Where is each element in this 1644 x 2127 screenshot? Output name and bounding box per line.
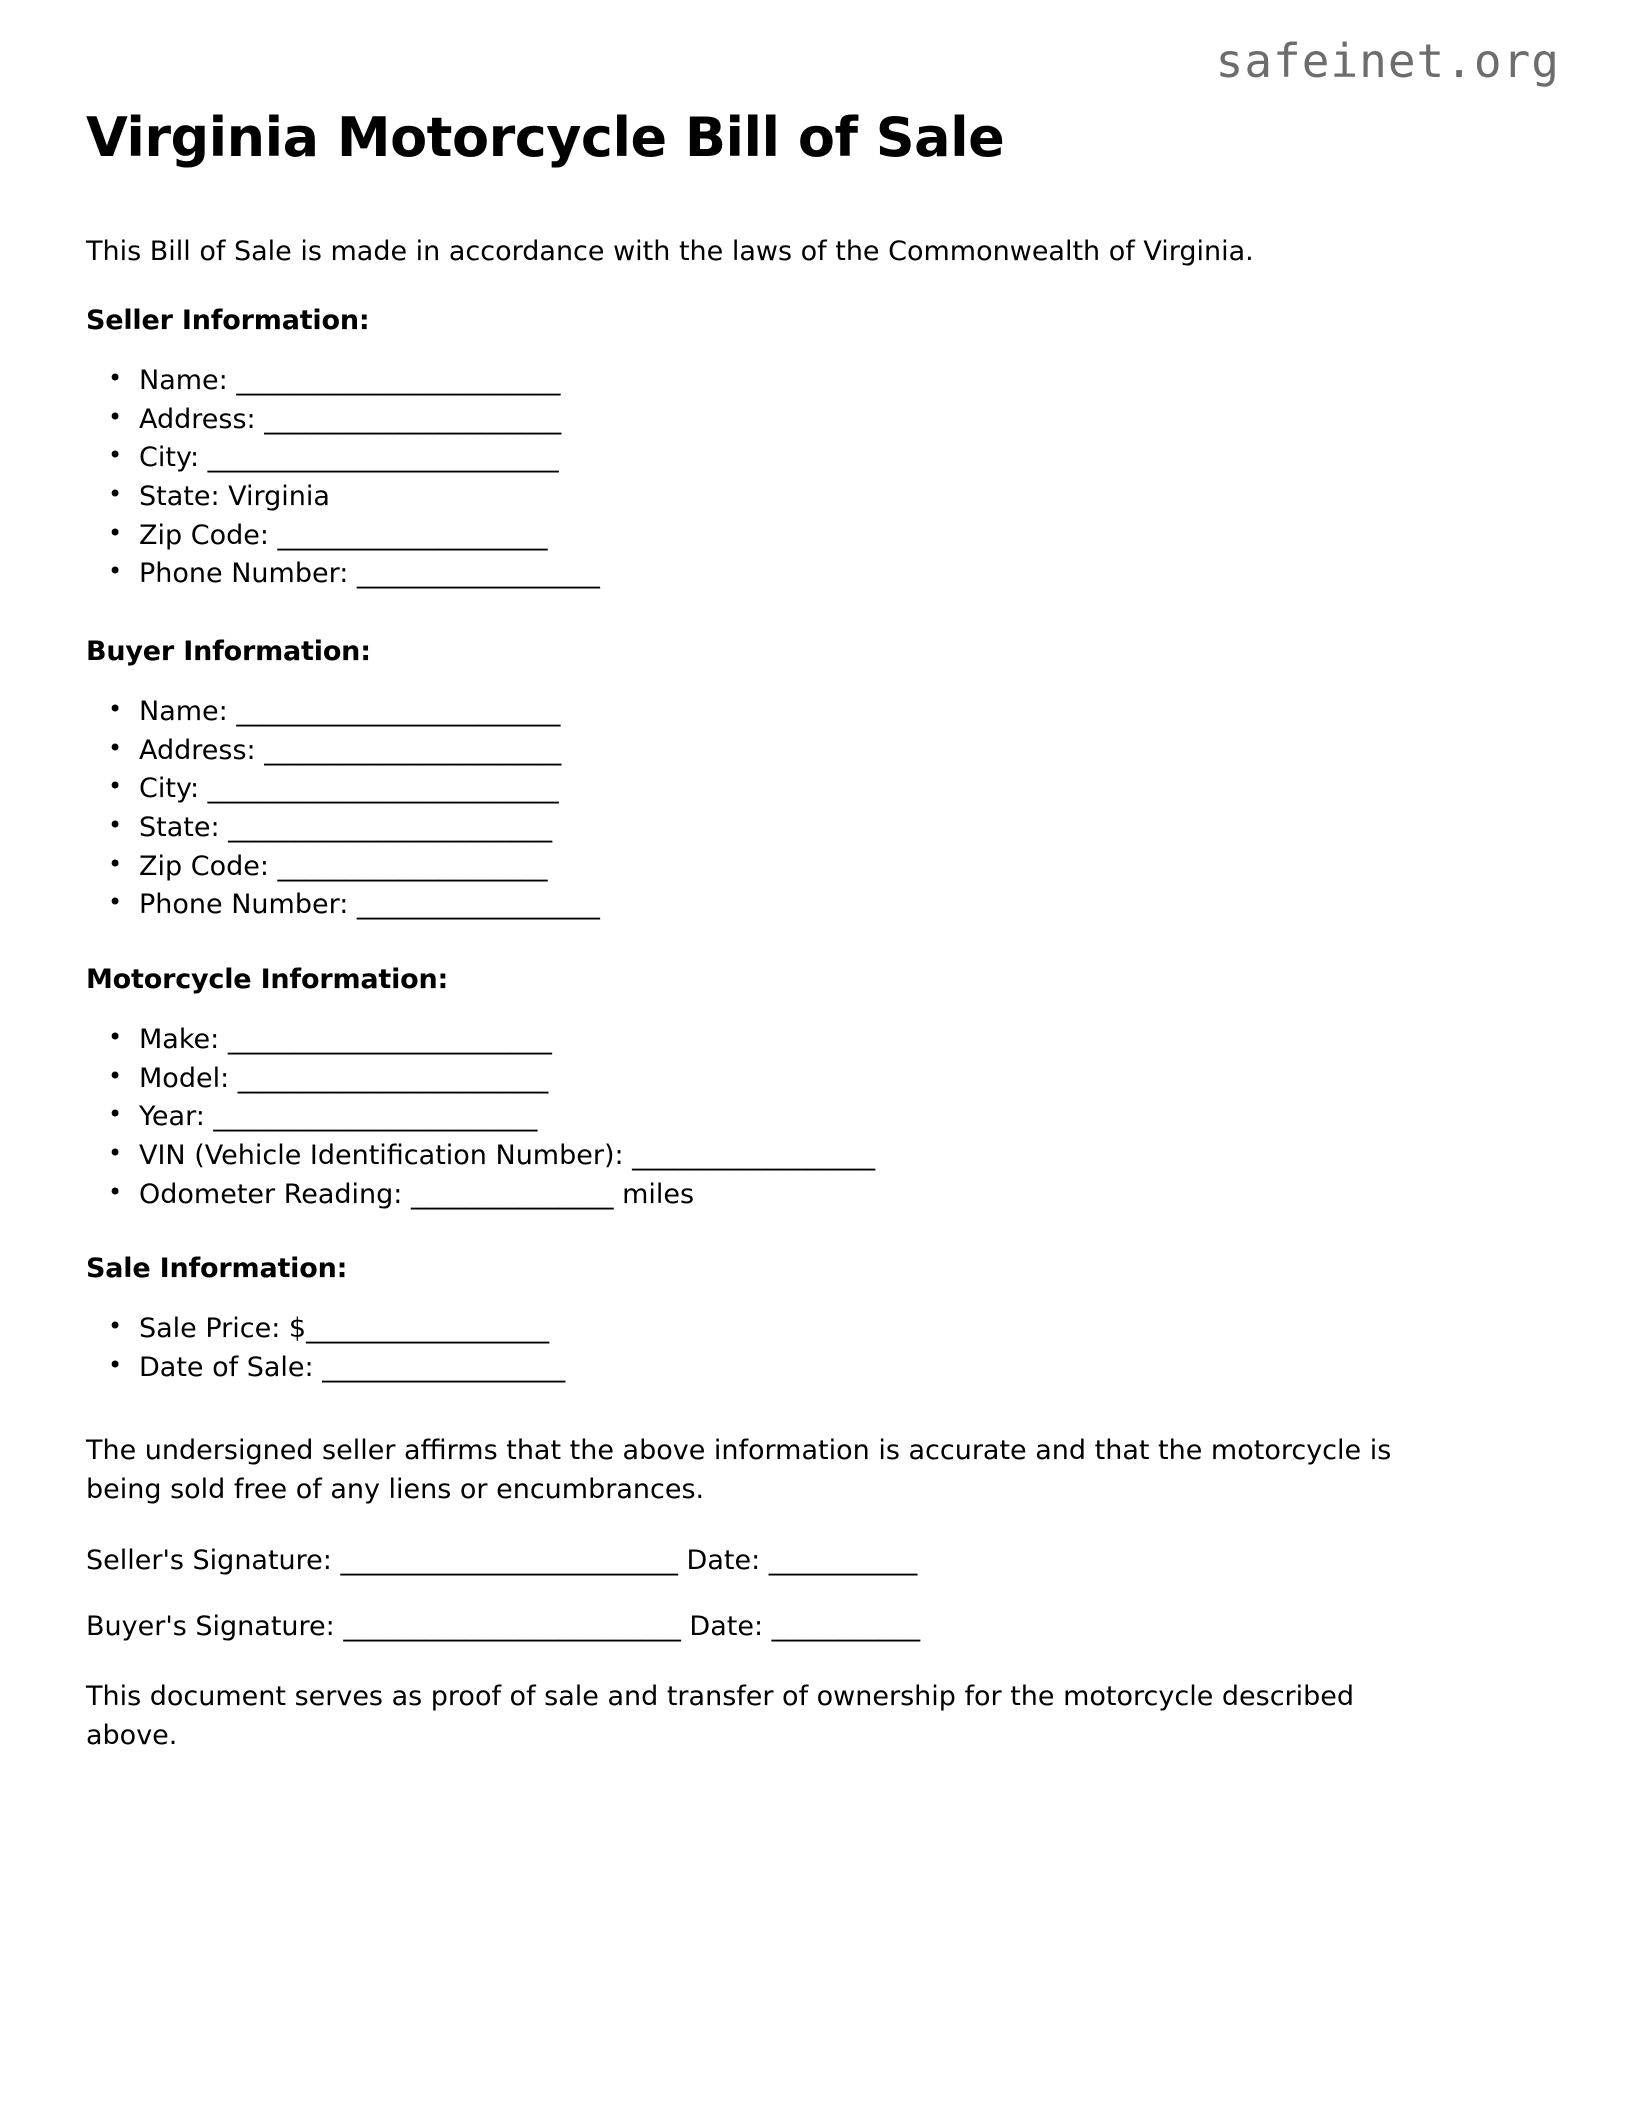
list-item (86, 809, 1526, 848)
list-item (86, 1349, 1526, 1388)
field-label-buyer-state: State: (139, 811, 220, 843)
field-blank-seller-address[interactable]: ______________________ (255, 403, 562, 435)
page-title: Virginia Motorcycle Bill of Sale (86, 106, 1005, 169)
field-blank-date-of-sale[interactable]: __________________ (313, 1351, 566, 1383)
field-blank-seller-zip[interactable]: ____________________ (268, 519, 548, 551)
section-heading-motorcycle: Motorcycle Information: (86, 964, 449, 995)
field-blank-buyer-name[interactable]: ________________________ (227, 696, 561, 728)
list-item (86, 770, 1526, 809)
field-label-buyer-zip: Zip Code: (139, 850, 269, 882)
list-item (86, 517, 1526, 556)
list-item (86, 693, 1526, 732)
list-item (86, 1176, 1526, 1215)
list-item (86, 1137, 1526, 1176)
field-blank-buyer-state[interactable]: ________________________ (219, 811, 553, 843)
motorcycle-field-list (86, 1021, 1526, 1214)
sale-field-list (86, 1310, 1526, 1387)
field-blank-vin[interactable]: __________________ (623, 1139, 876, 1171)
field-label-buyer-name: Name: (139, 696, 228, 728)
section-heading-sale: Sale Information: (86, 1253, 348, 1284)
list-item (86, 1060, 1526, 1099)
field-blank-model[interactable]: _______________________ (229, 1062, 549, 1094)
field-label-seller-city: City: (139, 442, 200, 474)
field-blank-seller-phone[interactable]: __________________ (348, 558, 600, 590)
field-label-vin: VIN (Vehicle Identification Number): (139, 1139, 624, 1171)
buyer-field-list (86, 693, 1526, 925)
section-seller-information (86, 303, 1526, 594)
field-blank-seller-name[interactable]: ________________________ (227, 365, 561, 397)
field-blank-odometer[interactable]: _______________ miles (402, 1178, 695, 1210)
field-blank-buyer-zip[interactable]: ____________________ (268, 850, 548, 882)
site-watermark: safeinet.org (1215, 34, 1560, 88)
field-label-date-of-sale: Date of Sale: (139, 1351, 314, 1383)
section-heading-seller: Seller Information: (86, 305, 370, 336)
field-blank-buyer-address[interactable]: ______________________ (255, 734, 562, 766)
affirmation-paragraph: The undersigned seller affirms that the above information is accurate and that the motorcycle is being sold free of any liens or encumbrances. (86, 1435, 1392, 1505)
field-label-seller-name: Name: (139, 365, 228, 397)
field-label-buyer-city: City: (139, 773, 200, 805)
list-item (86, 886, 1526, 925)
field-label-seller-address: Address: (139, 403, 256, 435)
list-item (86, 1098, 1526, 1137)
section-motorcycle-information (86, 962, 1526, 1214)
seller-signature-line[interactable]: Seller's Signature: _________________________ Date: ___________ (86, 1545, 918, 1576)
field-blank-year[interactable]: ________________________ (204, 1101, 538, 1133)
field-blank-make[interactable]: ________________________ (219, 1024, 552, 1056)
section-sale-information (86, 1251, 1526, 1387)
field-blank-seller-city[interactable]: __________________________ (199, 442, 559, 474)
list-item (86, 362, 1526, 401)
field-label-buyer-phone: Phone Number: (139, 889, 349, 921)
field-label-seller-state: State: (139, 480, 220, 512)
field-blank-buyer-phone[interactable]: __________________ (348, 889, 600, 921)
field-label-model: Model: (139, 1062, 230, 1094)
section-heading-buyer: Buyer Information: (86, 636, 371, 667)
list-item (86, 732, 1526, 771)
field-blank-buyer-city[interactable]: __________________________ (199, 773, 559, 805)
section-buyer-information (86, 634, 1526, 925)
field-label-buyer-address: Address: (139, 734, 256, 766)
list-item (86, 439, 1526, 478)
field-label-sale-price: Sale Price: $ (139, 1313, 307, 1345)
field-label-year: Year: (139, 1101, 205, 1133)
intro-paragraph: This Bill of Sale is made in accordance with the laws of the Commonwealth of Virginia. (86, 236, 1254, 267)
closing-paragraph: This document serves as proof of sale and transfer of ownership for the motorcycle described above. (86, 1681, 1355, 1751)
list-item (86, 401, 1526, 440)
field-label-make: Make: (139, 1024, 220, 1056)
list-item (86, 478, 1526, 517)
field-label-odometer: Odometer Reading: (139, 1178, 403, 1210)
field-label-seller-phone: Phone Number: (139, 558, 349, 590)
field-value-seller-state: Virginia (219, 480, 330, 512)
seller-field-list (86, 362, 1526, 594)
field-label-seller-zip: Zip Code: (139, 519, 269, 551)
list-item (86, 1021, 1526, 1060)
field-blank-sale-price[interactable]: __________________ (306, 1313, 550, 1345)
list-item (86, 848, 1526, 887)
list-item (86, 1310, 1526, 1349)
list-item (86, 555, 1526, 594)
buyer-signature-line[interactable]: Buyer's Signature: _________________________ Date: ___________ (86, 1611, 921, 1642)
